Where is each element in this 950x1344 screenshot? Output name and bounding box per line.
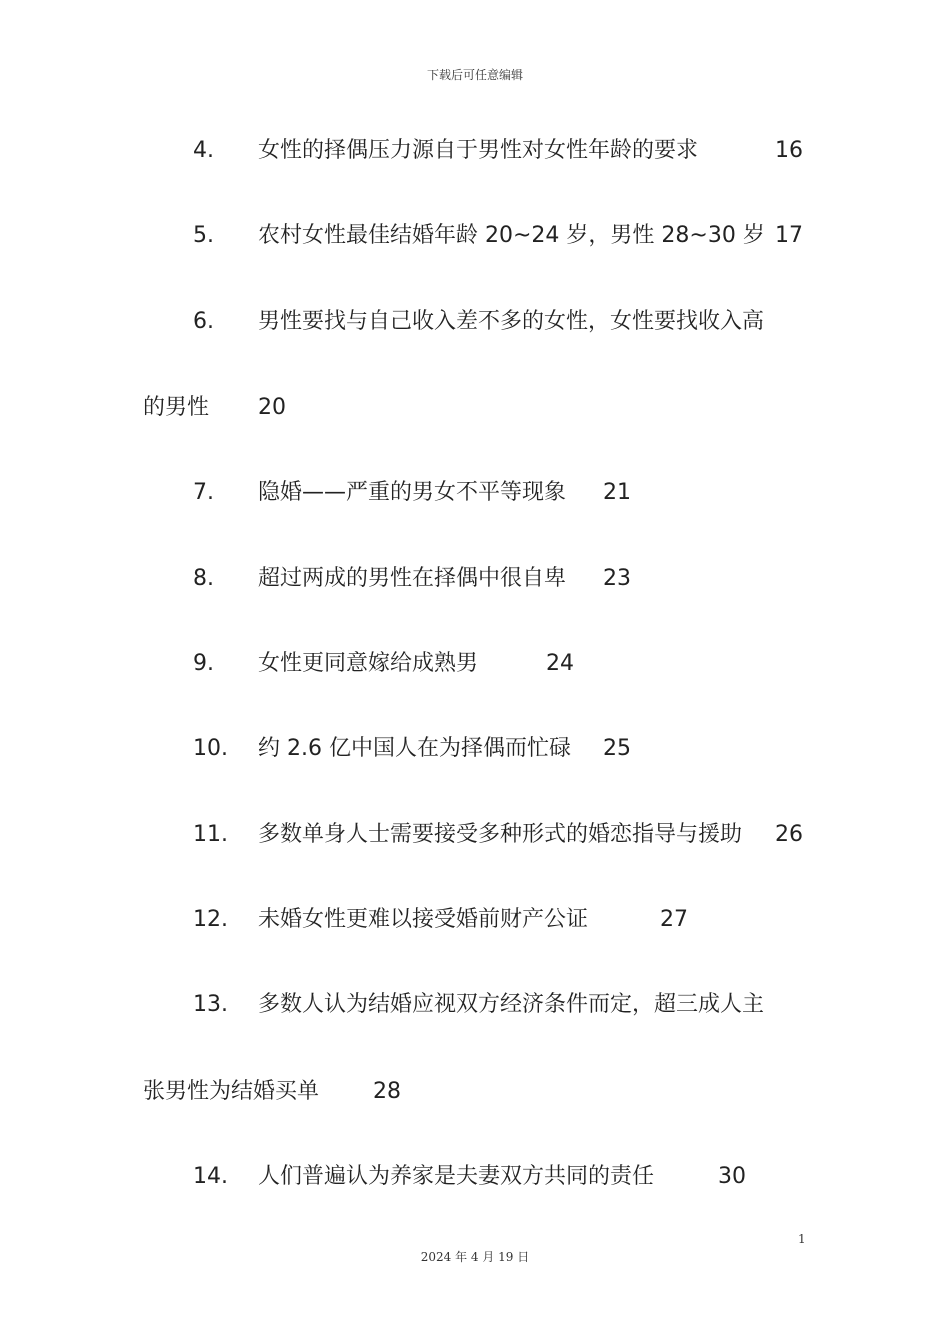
toc-entry-number: 11.: [193, 822, 228, 847]
toc-entry-6[interactable]: [0, 307, 950, 337]
toc-entry-10[interactable]: [0, 734, 950, 764]
toc-entry-5[interactable]: [0, 221, 950, 251]
toc-entry-page: 23: [603, 566, 631, 591]
toc-entry-14[interactable]: [0, 1162, 950, 1192]
toc-entry-number: 6.: [193, 309, 214, 334]
page-header: 下载后可任意编辑: [426, 68, 523, 82]
toc-entry-title: 女性更同意嫁给成熟男: [258, 651, 479, 676]
footer-date: 2024 年 4 月 19 日: [420, 1250, 530, 1264]
toc-entry-title-continued: 的男性: [143, 395, 210, 420]
toc-entry-title: 人们普遍认为养家是夫妻双方共同的责任: [258, 1164, 655, 1189]
toc-entry-page: 24: [546, 651, 574, 676]
toc-entry-number: 10.: [193, 736, 228, 761]
toc-entry-page: 26: [775, 822, 803, 847]
toc-entry-13[interactable]: [0, 990, 950, 1020]
toc-entry-page: 20: [258, 395, 286, 420]
toc-entry-11[interactable]: [0, 820, 950, 850]
toc-entry-page: 28: [373, 1079, 401, 1104]
toc-entry-page: 16: [775, 138, 803, 163]
toc-entry-number: 14.: [193, 1164, 228, 1189]
toc-entry-page: 27: [660, 907, 688, 932]
toc-entry-page: 25: [603, 736, 631, 761]
toc-entry-title: 隐婚——严重的男女不平等现象: [258, 480, 567, 505]
toc-entry-8[interactable]: [0, 564, 950, 594]
toc-entry-title: 未婚女性更难以接受婚前财产公证: [258, 907, 589, 932]
toc-entry-number: 12.: [193, 907, 228, 932]
toc-entry-6-continued[interactable]: [0, 393, 950, 423]
toc-entry-13-continued[interactable]: [0, 1077, 950, 1107]
toc-entry-title: 多数单身人士需要接受多种形式的婚恋指导与援助: [258, 822, 743, 847]
toc-entry-number: 7.: [193, 480, 214, 505]
toc-entry-12[interactable]: [0, 905, 950, 935]
toc-entry-9[interactable]: [0, 649, 950, 679]
toc-entry-4[interactable]: [0, 136, 950, 166]
toc-entry-title: 女性的择偶压力源自于男性对女性年龄的要求: [258, 138, 699, 163]
toc-entry-number: 4.: [193, 138, 214, 163]
toc-entry-7[interactable]: [0, 478, 950, 508]
toc-entry-title: 男性要找与自己收入差不多的女性，女性要找收入高: [258, 309, 765, 334]
toc-entry-page: 17: [775, 223, 803, 248]
toc-entry-title: 约 2.6 亿中国人在为择偶而忙碌: [258, 736, 571, 761]
page-number: 1: [798, 1232, 806, 1246]
toc-entry-title: 农村女性最佳结婚年龄 20~24 岁，男性 28~30 岁: [258, 223, 765, 248]
toc-entry-title-continued: 张男性为结婚买单: [143, 1079, 320, 1104]
toc-entry-page: 30: [718, 1164, 746, 1189]
toc-entry-title: 多数人认为结婚应视双方经济条件而定，超三成人主: [258, 992, 765, 1017]
toc-entry-number: 13.: [193, 992, 228, 1017]
toc-entry-number: 5.: [193, 223, 214, 248]
toc-entry-page: 21: [603, 480, 631, 505]
toc-entry-title: 超过两成的男性在择偶中很自卑: [258, 566, 567, 591]
toc-entry-number: 9.: [193, 651, 214, 676]
toc-entry-number: 8.: [193, 566, 214, 591]
